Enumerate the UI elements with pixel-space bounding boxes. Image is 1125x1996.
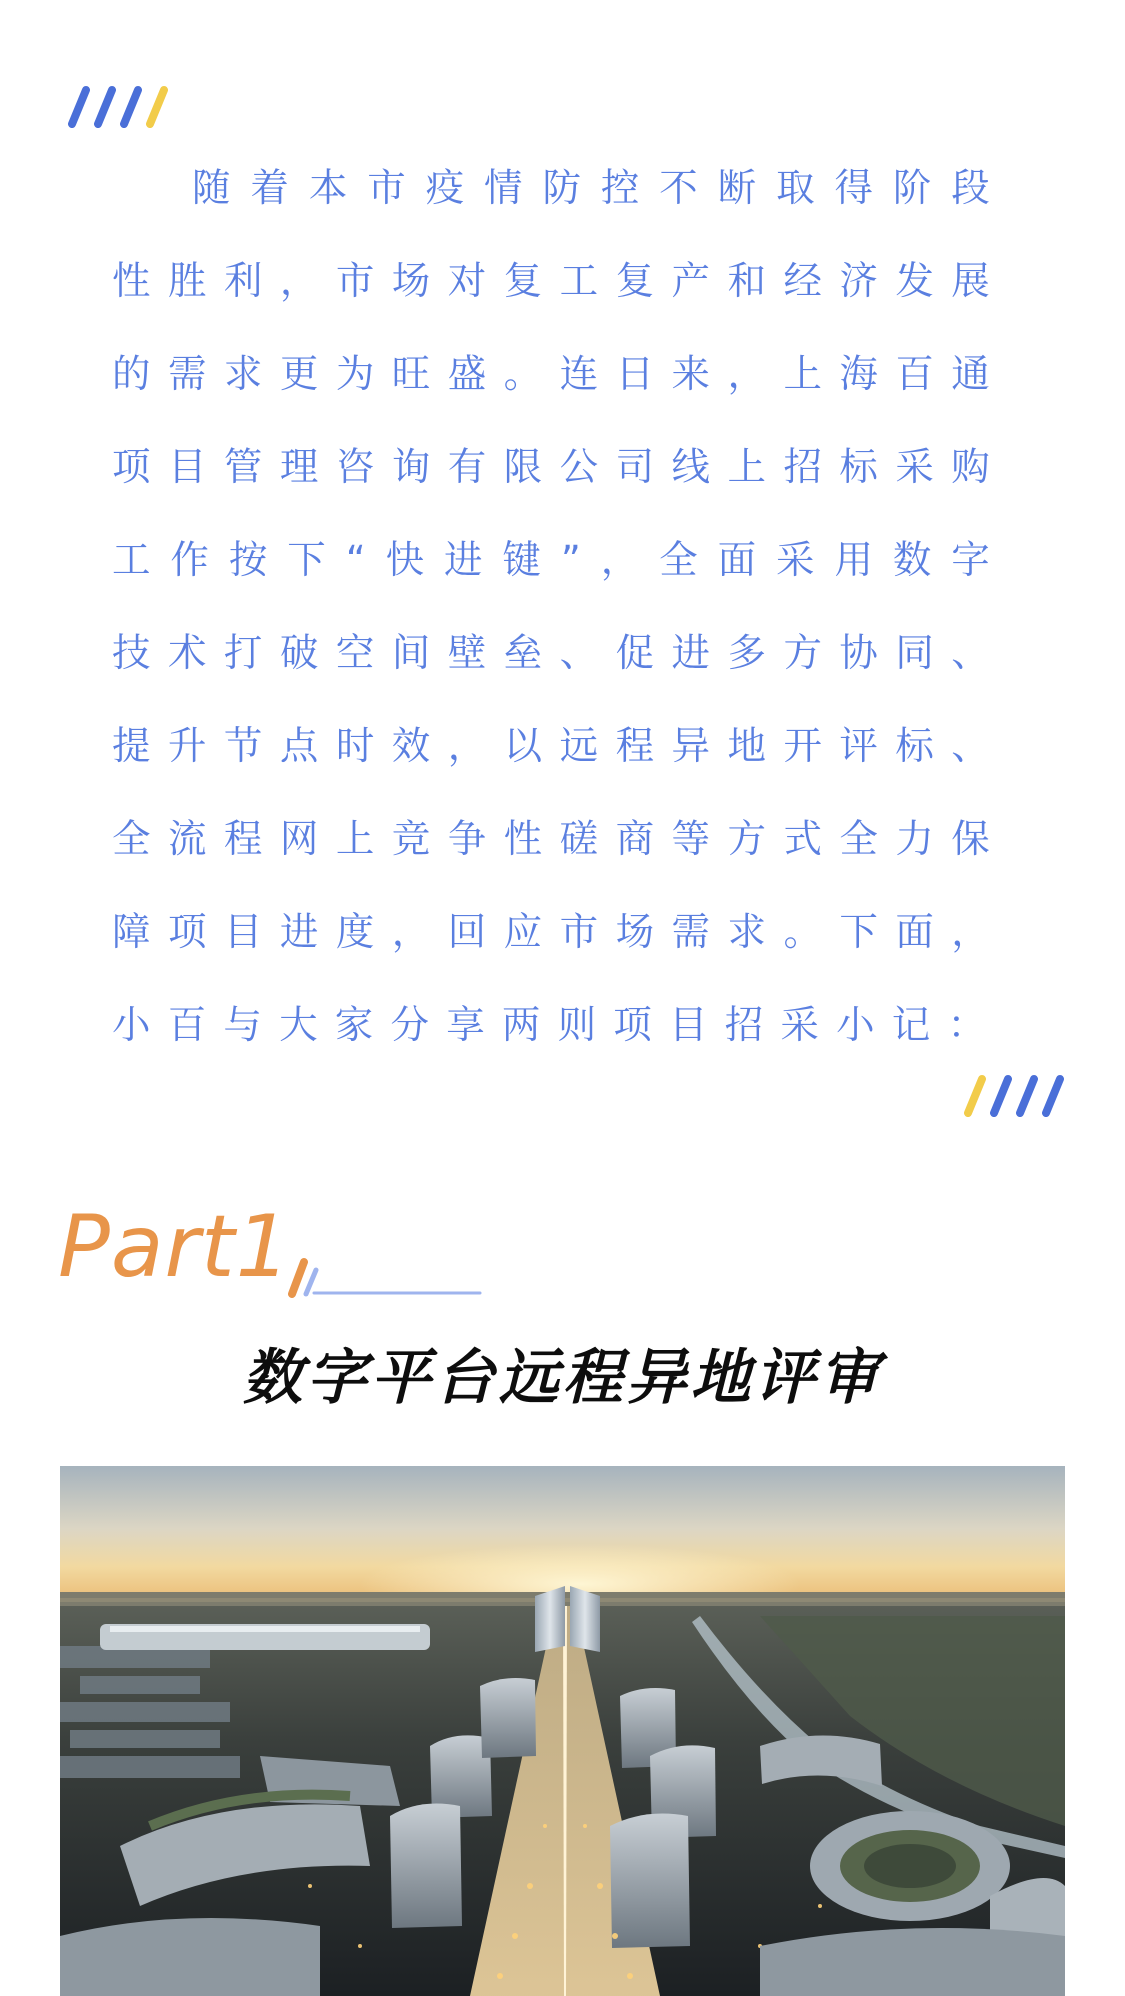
slash-stripes-top-icon xyxy=(60,84,170,128)
part-heading xyxy=(58,1192,478,1302)
intro-paragraph: 随着本市疫情防控不断取得阶段性胜利，市场对复工复产和经济发展的需求更为旺盛。连日来，上海百通项目管理咨询有限公司线上招标采购工作按下“快进键”，全面采用数字技术打破空间壁垒、促进多方协同、提升节点时效，以远程异地开评标、全流程网上竞争性磋商等方式全力保障项目进度，回应市场需求。下面，小百与大家分享两则项目招采小记： xyxy=(112,166,1007,1048)
section-title: 数字平台远程异地评审 xyxy=(242,1343,883,1413)
part-label: Part1 xyxy=(58,1197,292,1297)
city-rendering-image xyxy=(60,1466,1065,1996)
slash-underline-icon xyxy=(284,1248,484,1298)
slash-stripes-bottom-icon xyxy=(960,1073,1070,1117)
